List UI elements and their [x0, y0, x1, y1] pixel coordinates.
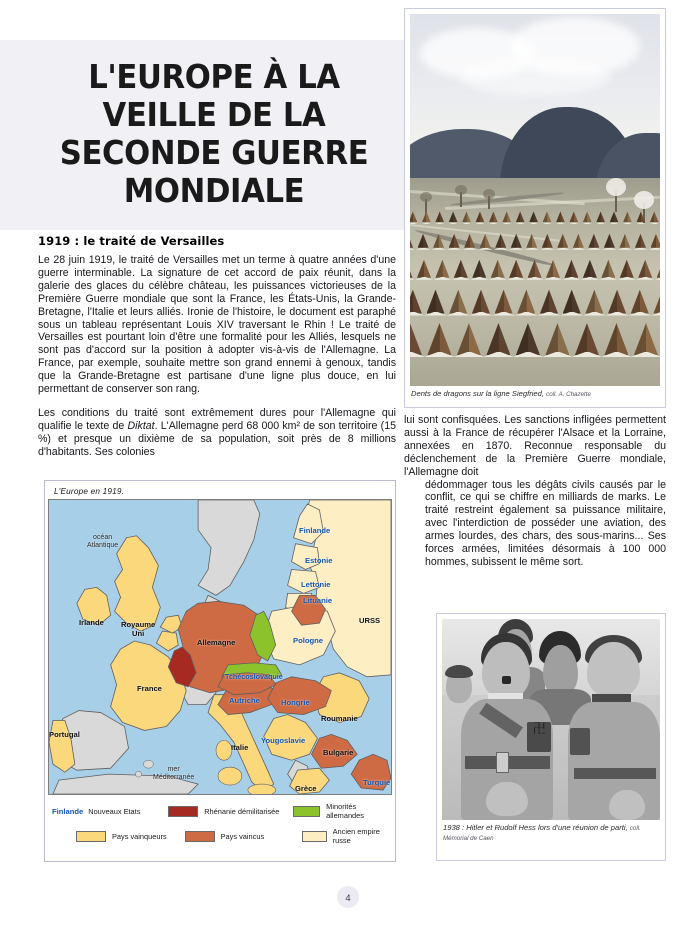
hess-belt — [574, 768, 656, 779]
dragon-tooth — [653, 290, 660, 314]
dragon-tooth — [422, 211, 431, 222]
dragon-tooth — [495, 290, 513, 314]
dragon-teeth-row — [410, 286, 660, 314]
legend-item-minorites — [293, 802, 388, 820]
dragon-tooth — [509, 260, 523, 278]
hitler-hess-photo-frame — [436, 613, 666, 861]
dragon-tooth — [529, 211, 538, 222]
dragon-tooth — [564, 260, 578, 278]
map-label-finlande: Finlande — [299, 526, 331, 535]
legend-keyword-finlande: Finlande — [52, 806, 84, 816]
legend-item-vainqueurs — [76, 831, 185, 842]
dragon-teeth-row — [410, 230, 660, 248]
dragon-tooth — [620, 260, 634, 278]
map-label-lettonie: Lettonie — [301, 580, 331, 589]
dragon-tooth — [657, 260, 660, 278]
map-label-urss: URSS — [359, 616, 381, 625]
dragon-tooth — [511, 234, 522, 248]
paragraph-2-text-b: . L'Allemagne perd 68 000 km² de son territoire (15 %) et presque un dixième de sa population, soit près de 8 millions d'habitants. Ses colonies — [38, 419, 396, 458]
dragon-tooth — [623, 211, 632, 222]
dragon-tooth — [604, 234, 615, 248]
dragon-tooth — [650, 211, 659, 222]
dragon-tooth — [526, 234, 537, 248]
legend-item-vaincus — [185, 831, 302, 842]
legend-label-vaincus: Pays vaincus — [220, 831, 265, 841]
legend-swatch-vaincus — [185, 831, 215, 842]
legend-swatch-vainqueurs — [76, 831, 106, 842]
dragon-tooth — [575, 323, 599, 355]
dragon-teeth-row — [410, 319, 660, 355]
dragon-tooth — [475, 211, 484, 222]
siegfried-line-caption — [410, 386, 660, 403]
siegfried-line-photo-frame — [404, 8, 666, 408]
dragon-tooth — [410, 290, 422, 314]
hitler-figure — [459, 631, 555, 820]
map-label-pologne: Pologne — [293, 636, 323, 645]
dragon-tooth — [556, 211, 565, 222]
dragon-tooth — [433, 234, 444, 248]
dragon-tooth — [410, 260, 413, 278]
dragon-teeth-row — [410, 207, 660, 222]
hitler-head — [482, 642, 530, 699]
dragon-tooth — [472, 260, 486, 278]
dragon-tooth — [435, 211, 444, 222]
caption-text: 1938 : Hitler et Rudolf Hess lors d'une réunion de parti, — [443, 823, 628, 832]
legend-swatch-minorites — [293, 806, 320, 817]
dragon-tooth — [457, 323, 481, 355]
siegfried-line-photo — [410, 14, 660, 386]
dragon-tooth — [486, 323, 510, 355]
hitler-hess-photo — [442, 619, 660, 820]
dragon-tooth — [610, 211, 619, 222]
map-label-irlande: Irlande — [79, 618, 104, 627]
hitler-belt-buckle — [496, 752, 509, 773]
map-label-allemagne: Allemagne — [197, 638, 236, 647]
dragon-tooth — [517, 290, 535, 314]
legend-label-vainqueurs: Pays vainqueurs — [112, 831, 167, 841]
dragon-tooth — [472, 290, 490, 314]
legend-label-nouveaux-etats: Nouveaux Etats — [88, 806, 141, 816]
section-subheading: 1919 : le traité de Versailles — [38, 234, 225, 248]
dragon-tooth — [489, 211, 498, 222]
map-label-italie: Italie — [231, 743, 249, 752]
legend-swatch-empire-russe — [302, 831, 327, 842]
dragon-teeth-row — [410, 256, 660, 278]
hitler-hess-caption — [442, 820, 660, 848]
map-label-hongrie: Hongrie — [281, 698, 310, 707]
dragon-tooth — [604, 323, 628, 355]
map-label-royaume-uni: Royaume Uni — [121, 620, 156, 638]
dragon-tooth — [418, 234, 429, 248]
diktat-emphasis: Diktat — [127, 419, 155, 432]
dragon-tooth — [601, 260, 615, 278]
dragon-tooth — [631, 290, 649, 314]
dragon-tooth — [635, 234, 646, 248]
map-label-lituanie: Lituanie — [303, 596, 333, 605]
dragon-tooth — [462, 211, 471, 222]
caption-credit: coll. A. Chazette — [546, 391, 591, 398]
map-label-bulgarie: Bulgarie — [323, 748, 354, 757]
dragon-tooth — [480, 234, 491, 248]
corsica — [216, 740, 232, 760]
map-label-yougoslavie: Yougoslavie — [261, 736, 306, 745]
dragon-tooth — [573, 234, 584, 248]
dragon-tooth — [435, 260, 449, 278]
dragon-tooth — [651, 234, 661, 248]
sardinia — [218, 767, 242, 785]
map-label-portugal: Portugal — [49, 730, 80, 739]
map-label-mer-mediterranee: mer Méditerranée — [153, 766, 195, 782]
dragon-tooth — [619, 234, 630, 248]
dragon-tooth — [540, 290, 558, 314]
dragon-tooth — [636, 211, 645, 222]
dragon-tooth — [596, 211, 605, 222]
map-label-autriche: Autriche — [229, 696, 260, 705]
article-paragraph-3-lead: lui sont confisquées. Les sanctions infligées permettent aussi à la France de récupérer l'Alsace et la Lorraine, annexées en 1870. Reconnue responsable du déclenchement de la Première Guerre mondiale, l'Allemagne doit — [404, 414, 666, 478]
dragon-tooth — [583, 260, 597, 278]
dragon-tooth — [516, 211, 525, 222]
dragon-tooth — [634, 323, 658, 355]
dragon-tooth — [410, 323, 422, 355]
dragon-tooth — [427, 290, 445, 314]
dragon-tooth — [585, 290, 603, 314]
map-label-grece: Grèce — [295, 784, 317, 793]
dragon-tooth — [638, 260, 652, 278]
dragon-tooth — [410, 234, 413, 248]
legend-item-empire-russe — [302, 827, 388, 845]
paragraph-2-text-a: Les conditions du traité sont extrêmement dures pour l'Allemagne qui qualifie le texte de — [38, 406, 396, 432]
map-label-france: France — [137, 684, 162, 693]
cloud-shape — [460, 58, 610, 96]
dragon-tooth — [491, 260, 505, 278]
page-title-line-1: L'EUROPE À LA — [88, 57, 340, 96]
hess-head — [587, 642, 640, 697]
article-paragraph-2 — [38, 407, 396, 459]
hitler-hands — [486, 782, 528, 816]
dragon-tooth — [528, 260, 542, 278]
dragon-tooth — [516, 323, 540, 355]
legend-label-minorites: Minorités allemandes — [326, 802, 364, 820]
scandinavia-norway-sweden — [198, 500, 260, 595]
legend-row-1 — [52, 802, 388, 820]
page-title — [28, 58, 400, 210]
belgium — [156, 631, 178, 651]
dragon-tooth — [449, 234, 460, 248]
dragon-tooth — [543, 211, 552, 222]
article-paragraph-1: Le 28 juin 1919, le traité de Versailles met un terme à quatre années d'une guerre interminable. La signature de cet accord de paix réunit, dans la galerie des glaces du célèbre château, les puissances victorieuses de la Première Guerre mondiale que sont la France, les États-Unis, la Grande-Bretagne, l'Italie et leurs alliés. Ironie de l'histoire, le document est paraphé sous un tableau représentant Louis XIV traversant le Rhin ! Le traité de Versailles est pourtant loin d'être une formalité pour les Alliés, lesquels ne sont pas d'accord sur la position à adopter vis-à-vis de l'Allemagne. La France, par exemple, souhaite mettre son grand ennemi à genoux, tandis que la Grande-Bretagne est partisane d'une ligne plus douce, en lui permettant de conserver son rang. — [38, 254, 396, 396]
map-label-roumanie: Roumanie — [321, 714, 358, 723]
map-label-tchecoslovaquie: Tchécoslovaquie — [225, 672, 283, 681]
legend-swatch-rhenanie — [168, 806, 198, 817]
legend-item-rhenanie — [168, 806, 293, 817]
sicily — [248, 784, 276, 794]
article-left-column — [38, 234, 396, 470]
dragon-tooth — [427, 323, 451, 355]
page-title-line-3: SECONDE GUERRE — [59, 133, 369, 172]
page-number: 4 — [337, 886, 359, 908]
map-label-estonie: Estonie — [305, 556, 333, 565]
dragon-tooth — [449, 211, 458, 222]
dragon-tooth — [546, 260, 560, 278]
united-kingdom — [115, 536, 161, 631]
dragon-tooth — [588, 234, 599, 248]
caption-credit: coll. Mémorial de Caen — [443, 825, 641, 843]
dragon-tooth — [583, 211, 592, 222]
page-title-line-4: MONDIALE — [123, 171, 305, 210]
hess-figure — [568, 635, 660, 820]
dragon-tooth — [545, 323, 569, 355]
hess-hands — [609, 790, 646, 820]
tree-shape — [460, 192, 462, 207]
dragon-tooth — [608, 290, 626, 314]
dragon-tooth — [557, 234, 568, 248]
europe-1919-map-frame — [44, 480, 396, 862]
legend-label-rhenanie: Rhénanie démilitarisée — [204, 806, 280, 816]
hitler-moustache — [502, 676, 512, 684]
article-paragraph-3-wrap: dédommager tous les dégâts civils causés par le conflit, ce qui se chiffre en milliards de marks. Le traité restreint également sa puissance militaire, avec l'interdiction de posséder une aviation, des armes lourdes, des chars, des sous-marins... Ses forces armées, limitées désormais à 100 000 hommes, subissent le même sort. — [425, 478, 666, 568]
article-right-column — [404, 414, 666, 569]
map-title: L'Europe en 1919. — [54, 487, 125, 496]
dragon-tooth — [563, 290, 581, 314]
map-canvas[interactable] — [48, 499, 392, 795]
dragon-tooth — [454, 260, 468, 278]
legend-row-2 — [52, 827, 388, 845]
caption-text: Dents de dragons sur la ligne Siegfried, — [411, 389, 544, 398]
dragon-tooth — [495, 234, 506, 248]
dragon-tooth — [569, 211, 578, 222]
hitler-armband: 卍 — [527, 722, 552, 752]
page-title-line-2: VEILLE DE LA — [102, 95, 326, 134]
hess-armband — [570, 728, 590, 756]
dragon-tooth — [410, 211, 417, 222]
legend-label-empire-russe: Ancien empire russe — [332, 827, 380, 845]
legend-item-nouveaux-etats — [52, 807, 168, 816]
dragon-tooth — [464, 234, 475, 248]
dragon-tooth — [449, 290, 467, 314]
map-label-ocean-atlantique: océan Atlantique — [87, 534, 119, 550]
dragon-tooth — [542, 234, 553, 248]
map-legend — [48, 795, 392, 856]
bw-photo-canvas — [442, 619, 660, 820]
dragon-tooth — [417, 260, 431, 278]
map-label-turquie: Turquie — [363, 778, 391, 787]
dragon-tooth — [502, 211, 511, 222]
